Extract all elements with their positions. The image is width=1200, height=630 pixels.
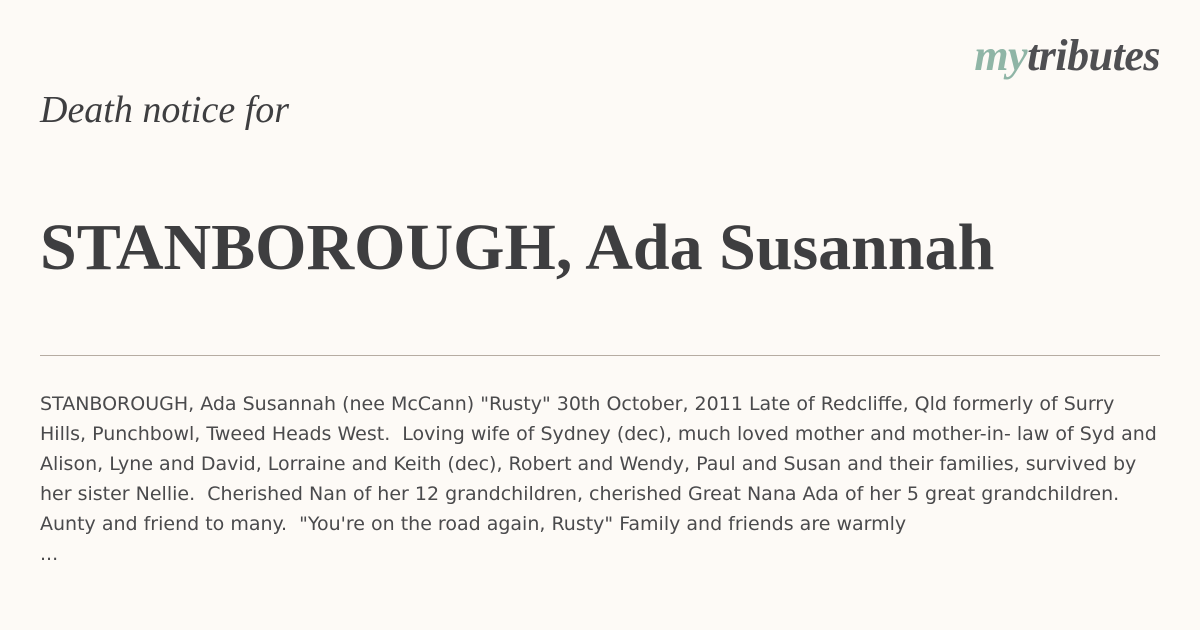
logo-my-text: my [974,31,1028,80]
logo-tributes-text: tributes [1027,31,1160,80]
mytributes-logo [974,31,1160,80]
deceased-name: STANBOROUGH, Ada Susannah [40,211,995,284]
notice-ellipsis: ... [40,543,59,565]
death-notice-label: Death notice for [40,89,290,131]
notice-text: STANBOROUGH, Ada Susannah (nee McCann) "Rusty" 30th October, 2011 Late of Redcliffe, Qld formerly of Surry Hills, Punchbowl, Tweed Heads West. Loving wife of Sydney (dec), much loved mother and mother-in- law of Syd and Alison, Lyne and David, Lorraine and Keith (dec), Robert and Wendy, Paul and Susan and their families, survived by her sister Nellie. Cherished Nan of her 12 grandchildren, cherished Great Nana Ada of her 5 great grandchildren. Aunty and friend to many. "You're on the road again, Rusty" Family and friends are warmly [40,393,1163,535]
divider [40,355,1160,356]
